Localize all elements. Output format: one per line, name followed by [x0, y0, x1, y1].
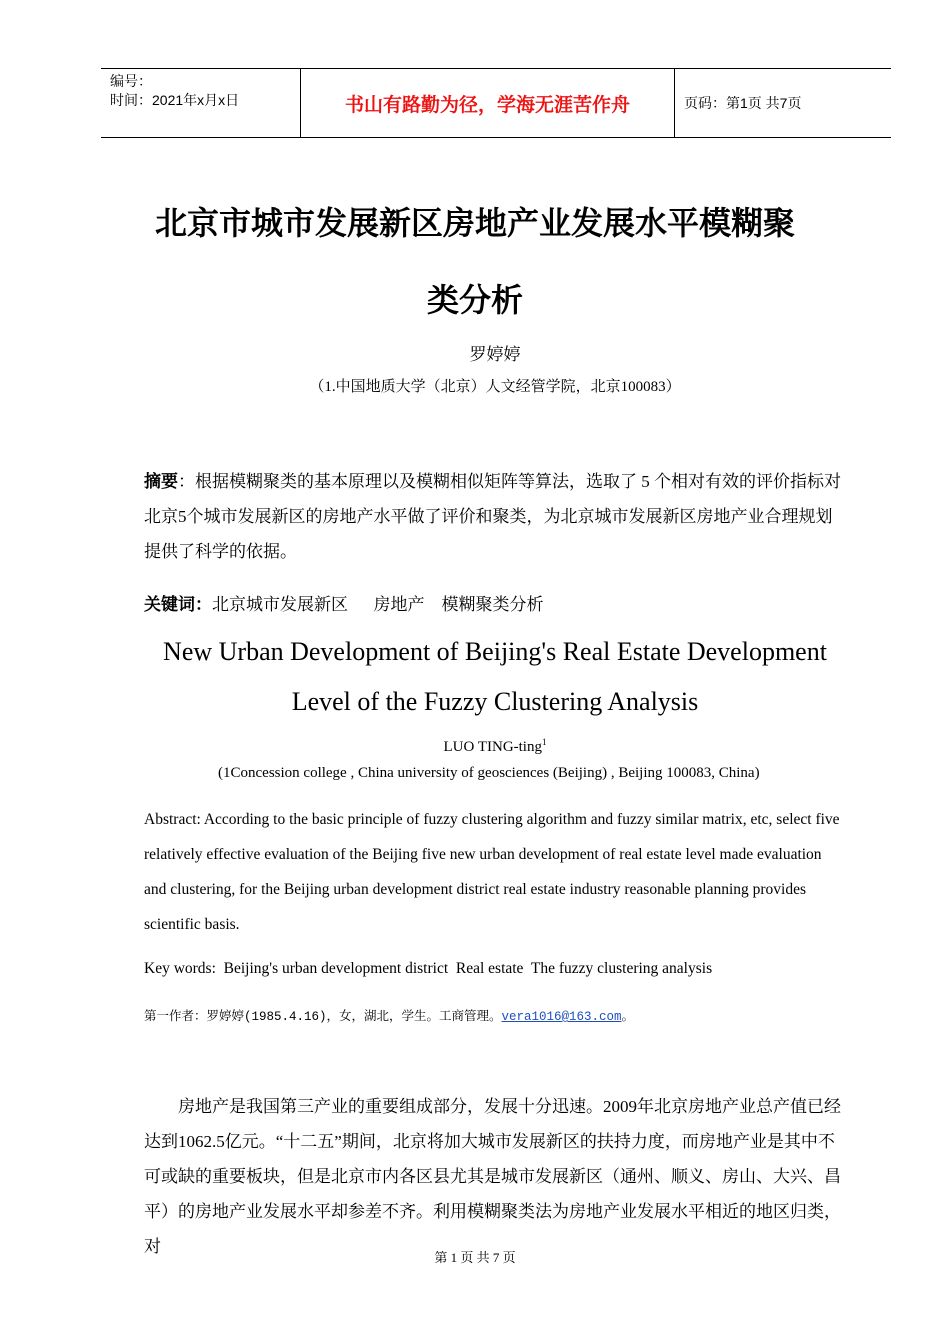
- header-number-label: 编号：: [110, 73, 152, 89]
- body-paragraph: 房地产是我国第三产业的重要组成部分，发展十分迅速。2009年北京房地产业总产值已经达到1062.5亿元。“十二五”期间，北京将加大城市发展新区的扶持力度，而房地产业是其中不可或缺的重要板块，但是北京市内各区县尤其是城市发展新区（通州、顺义、房山、大兴、昌平）的房地产业发展水平却参差不齐。利用模糊聚类法为房地产业发展水平相近的地区归类，对: [144, 1097, 841, 1256]
- author-cn: 罗婷婷: [469, 345, 521, 364]
- author-en: [0, 737, 950, 756]
- abstract-cn-label: 摘要: [144, 472, 178, 491]
- author-en-sup: 1: [541, 737, 547, 747]
- abstract-en: Abstract: According to the basic principle of fuzzy clustering algorithm and fuzzy similar matrix, etc, select five relatively effective evaluation of the Beijing five new urban development of real estate level made evaluation and clustering, for the Beijing urban development district real estate industry reasonable planning provides scientific basis.: [144, 811, 840, 933]
- page-footer: 第 1 页 共 7 页: [434, 1250, 516, 1265]
- title-en-line2: Level of the Fuzzy Clustering Analysis: [291, 687, 699, 716]
- keywords-cn-text: 北京城市发展新区 房地产 模糊聚类分析: [212, 595, 544, 614]
- first-author-text: 第一作者：罗婷婷(1985.4.16)，女，湖北，学生。工商管理。: [144, 1010, 502, 1024]
- abstract-cn: [144, 464, 849, 569]
- affiliation-cn: （1.中国地质大学（北京）人文经管学院，北京100083）: [309, 379, 681, 395]
- title-cn-line1: 北京市城市发展新区房地产业发展水平模糊聚: [154, 205, 795, 241]
- title-cn-line2: 类分析: [426, 282, 523, 318]
- title-en-line1: New Urban Development of Beijing's Real Estate Development: [163, 637, 827, 666]
- header-left-cell: [101, 69, 301, 137]
- first-author-note: [144, 1006, 849, 1024]
- affiliation-en: (1Concession college , China university of geosciences (Beijing) , Beijing 100083, China): [218, 765, 760, 781]
- header-page-info: 页码：第1页 共7页: [684, 95, 802, 111]
- keywords-cn-label: 关键词：: [144, 595, 212, 614]
- keywords-cn: [144, 590, 849, 615]
- author-email-link[interactable]: vera1016@163.com: [501, 1010, 622, 1024]
- author-en-name: LUO TING-ting: [443, 739, 542, 755]
- abstract-cn-text: ：根据模糊聚类的基本原理以及模糊相似矩阵等算法，选取了 5 个相对有效的评价指标对北京5个城市发展新区的房地产水平做了评价和聚类，为北京城市发展新区房地产业合理规划提供了科学的依据。: [144, 472, 841, 561]
- page-header-table: [101, 68, 891, 138]
- header-motto: 书山有路勤为径，学海无涯苦作舟: [301, 69, 675, 137]
- first-author-end: 。: [621, 1010, 635, 1024]
- header-time-label: 时间：2021年x月x日: [110, 92, 240, 108]
- keywords-en: Key words: Beijing's urban development district Real estate The fuzzy clustering analysis: [144, 960, 713, 977]
